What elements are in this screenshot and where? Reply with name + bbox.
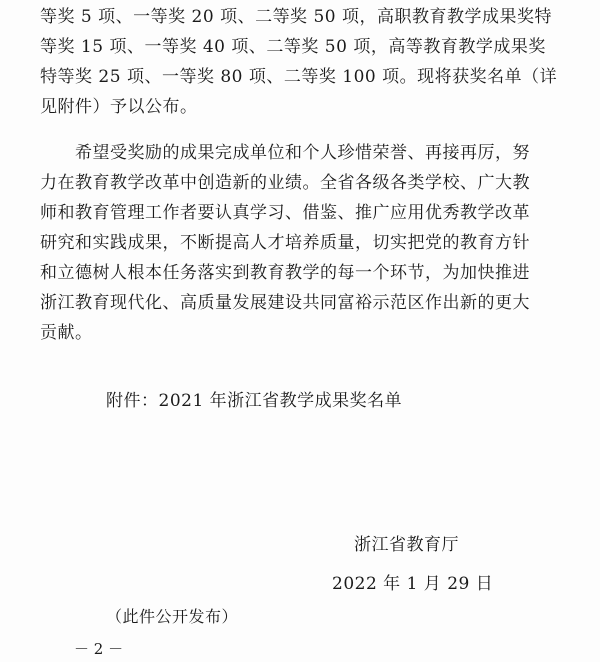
body-paragraph-2 (40, 138, 560, 348)
issuing-authority: 浙江省教育厅 (354, 535, 459, 555)
page-number: － 2 － (74, 640, 124, 658)
body-paragraph-1 (40, 2, 560, 122)
paragraph-line: 见附件）予以公布。 (40, 97, 198, 117)
paragraph-line: 研究和实践成果，不断提高人才培养质量，切实把党的教育方针 (40, 233, 530, 253)
paragraph-line: 特等奖 25 项、一等奖 80 项、二等奖 100 项。现将获奖名单（详 (40, 67, 558, 87)
publication-note: （此件公开发布） (106, 607, 239, 626)
paragraph-line: 和立德树人根本任务落实到教育教学的每一个环节，为加快推进 (40, 263, 530, 283)
attachment-line: 附件：2021 年浙江省教学成果奖名单 (106, 391, 403, 411)
paragraph-line: 浙江教育现代化、高质量发展建设共同富裕示范区作出新的更大 (40, 293, 530, 313)
paragraph-line: 力在教育教学改革中创造新的业绩。全省各级各类学校、广大教 (40, 173, 530, 193)
paragraph-line: 等奖 15 项、一等奖 40 项、二等奖 50 项，高等教育教学成果奖 (40, 37, 546, 57)
issue-date: 2022 年 1 月 29 日 (332, 574, 494, 594)
paragraph-line: 贡献。 (40, 323, 93, 343)
paragraph-line: 师和教育管理工作者要认真学习、借鉴、推广应用优秀教学改革 (40, 203, 530, 223)
paragraph-line: 希望受奖励的成果完成单位和个人珍惜荣誉、再接再厉，努 (40, 143, 530, 163)
paragraph-line: 等奖 5 项、一等奖 20 项、二等奖 50 项，高职教育教学成果奖特 (40, 7, 553, 27)
